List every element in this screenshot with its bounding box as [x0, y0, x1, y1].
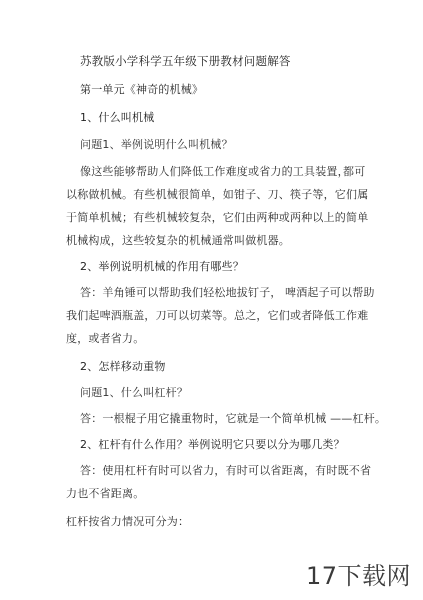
answer-2-line-2: 我们起啤酒瓶盖，刀可以切菜等。总之，它们或者降低工作难 [66, 309, 369, 322]
question-4: 2、杠杆有什么作用？举例说明它只要以分为哪几类？ [80, 438, 345, 451]
unit-title: 第一单元《神奇的机械》 [80, 83, 204, 96]
document-title: 苏教版小学科学五年级下册教材问题解答 [80, 54, 291, 68]
answer-3: 答：一根棍子用它撬重物时，它就是一个简单机械 ——杠杆。 [80, 412, 387, 425]
answer-4-line-1: 答：使用杠杆有时可以省力，有时可以省距离，有时既不省 [80, 464, 372, 477]
answer-2-line-1a: 答：羊角锤可以帮助我们轻松地拔钉子， [80, 286, 282, 299]
answer-2-line-1b: 啤酒起子可以帮助 [285, 286, 375, 299]
answer-2-line-3: 度，或者省力。 [66, 332, 145, 345]
question-2: 2、举例说明机械的作用有哪些？ [80, 260, 244, 273]
question-1: 问题1、举例说明什么叫机械？ [80, 138, 233, 151]
answer-1-line-1a: 像这些能够帮助人们降低工作难度或省力的工具装置， [80, 165, 349, 178]
answer-1-line-2: 以称做机械。有些机械很简单，如钳子、刀、筷子等，它们属 [66, 188, 369, 201]
answer-1-line-1b: 都可 [343, 165, 366, 178]
question-3: 问题1、什么叫杠杆？ [80, 386, 188, 399]
answer-1-line-3: 于简单机械；有些机械较复杂，它们由两种或两种以上的简单 [66, 211, 369, 224]
section-heading-2: 2、怎样移动重物 [80, 360, 166, 373]
section-heading-1: 1、什么叫机械 [80, 111, 155, 124]
watermark-logo: 17下载网 [305, 562, 411, 590]
answer-1-line-4: 机械构成，这些较复杂的机械通常叫做机器。 [66, 234, 290, 247]
closing-line: 杠杆按省力情况可分为： [66, 515, 190, 528]
answer-4-line-2: 力也不省距离。 [66, 487, 145, 500]
